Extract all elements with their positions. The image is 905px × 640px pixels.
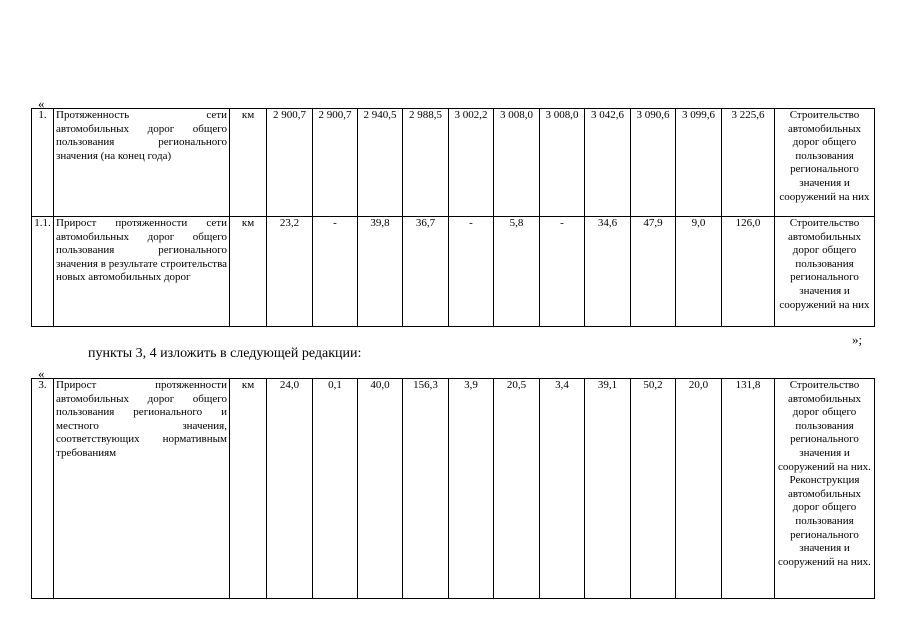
open-quote-1: « xyxy=(38,96,45,111)
value-cell: 156,3 xyxy=(403,379,449,599)
table-row xyxy=(32,379,875,599)
unit-cell: км xyxy=(230,109,267,217)
value-cell: 3,9 xyxy=(449,379,494,599)
row-number: 1.1. xyxy=(32,217,54,327)
value-cell: 5,8 xyxy=(494,217,540,327)
value-cell: 9,0 xyxy=(676,217,722,327)
value-cell: 39,8 xyxy=(358,217,403,327)
unit-cell: км xyxy=(230,379,267,599)
measure-note: Строительство автомобильных дорог общего пользования регионального значения и сооружений на них xyxy=(775,109,875,217)
value-cell: 20,0 xyxy=(676,379,722,599)
indicator-name: Протяженность сети автомобильных дорог общего пользования регионального значения (на конец года) xyxy=(54,109,230,217)
value-cell: 39,1 xyxy=(585,379,631,599)
value-cell: 3 099,6 xyxy=(676,109,722,217)
indicator-name: Прирост протяженности сети автомобильных дорог общего пользования регионального значения в результате строительства новых автомобильных дорог xyxy=(54,217,230,327)
value-cell: 24,0 xyxy=(267,379,313,599)
indicators-table-1 xyxy=(31,108,875,327)
value-cell: 3 002,2 xyxy=(449,109,494,217)
value-cell: 3,4 xyxy=(540,379,585,599)
value-cell: 3 042,6 xyxy=(585,109,631,217)
value-cell: 47,9 xyxy=(631,217,676,327)
value-cell: 20,5 xyxy=(494,379,540,599)
close-quote: »; xyxy=(852,332,863,347)
value-cell: 23,2 xyxy=(267,217,313,327)
indicators-table-2 xyxy=(31,378,875,599)
value-cell: 2 988,5 xyxy=(403,109,449,217)
value-cell: 36,7 xyxy=(403,217,449,327)
open-quote-2: « xyxy=(38,366,45,381)
value-cell: 2 900,7 xyxy=(313,109,358,217)
table-row xyxy=(32,217,875,327)
value-cell: 126,0 xyxy=(722,217,775,327)
value-cell: 3 008,0 xyxy=(540,109,585,217)
value-cell: - xyxy=(449,217,494,327)
value-cell: 3 090,6 xyxy=(631,109,676,217)
value-cell: 2 900,7 xyxy=(267,109,313,217)
value-cell: - xyxy=(313,217,358,327)
value-cell: 50,2 xyxy=(631,379,676,599)
value-cell: 34,6 xyxy=(585,217,631,327)
value-cell: - xyxy=(540,217,585,327)
value-cell: 0,1 xyxy=(313,379,358,599)
value-cell: 3 225,6 xyxy=(722,109,775,217)
value-cell: 3 008,0 xyxy=(494,109,540,217)
table-row xyxy=(32,109,875,217)
indicator-name: Прирост протяженности автомобильных дорог общего пользования регионального и местного значения, соответствующих нормативным требованиям xyxy=(54,379,230,599)
measure-note: Строительство автомобильных дорог общего пользования регионального значения и сооружений на них. Реконструкция автомобильных дорог общего пользования регионального значения и сооружений на них. xyxy=(775,379,875,599)
row-number: 3. xyxy=(32,379,54,599)
row-number: 1. xyxy=(32,109,54,217)
unit-cell: км xyxy=(230,217,267,327)
instruction-paragraph: пункты 3, 4 изложить в следующей редакции: xyxy=(88,346,362,361)
value-cell: 40,0 xyxy=(358,379,403,599)
value-cell: 2 940,5 xyxy=(358,109,403,217)
value-cell: 131,8 xyxy=(722,379,775,599)
measure-note: Строительство автомобильных дорог общего пользования регионального значения и сооружений на них xyxy=(775,217,875,327)
